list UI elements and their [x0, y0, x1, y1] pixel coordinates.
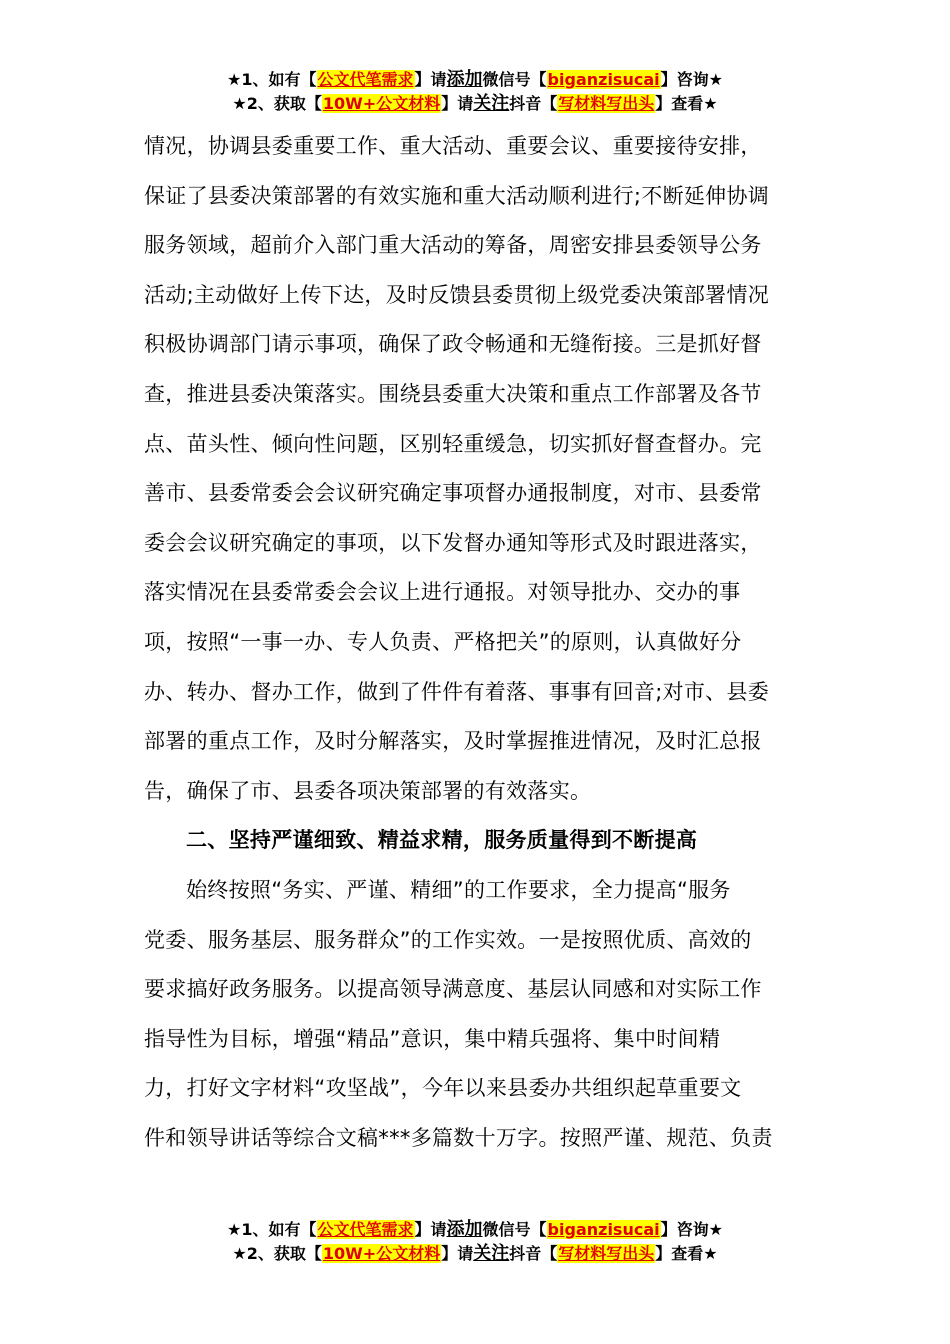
footer-banner [0, 1218, 950, 1266]
highlight-materials: 10W+公文材料 [322, 1244, 441, 1263]
banner-text: ★1、如有【 [227, 70, 317, 89]
banner-text: 】请 [414, 70, 447, 89]
body-line: 点、苗头性、倾向性问题，区别轻重缓急，切实抓好督查督办。完 [144, 431, 762, 456]
body-line: 项，按照“一事一办、专人负责、严格把关”的原则，认真做好分 [144, 629, 742, 654]
body-line: 善市、县委常委会会议研究确定事项督办通报制度，对市、县委常 [144, 481, 762, 506]
banner-text: 】咨询★ [660, 70, 723, 89]
banner-line-2 [0, 1242, 950, 1266]
body-line: 委会会议研究确定的事项，以下发督办通知等形式及时跟进落实， [144, 530, 762, 555]
banner-emphasis: 关注 [473, 93, 510, 114]
paragraph-line: 要求搞好政务服务。以提高领导满意度、基层认同感和对实际工作 [144, 977, 762, 1002]
banner-text: 微信号【 [482, 1220, 547, 1239]
header-banner [0, 68, 950, 116]
banner-line-1 [0, 1218, 950, 1242]
paragraph-line: 指导性为目标，增强“精品”意识，集中精兵强将、集中时间精 [144, 1026, 721, 1051]
highlight-wechat-id: biganzisucai [547, 70, 660, 89]
document-body [144, 122, 806, 1163]
banner-emphasis: 关注 [473, 1243, 510, 1264]
body-line: 查，推进县委决策落实。围绕县委重大决策和重点工作部署及各节 [144, 381, 762, 406]
banner-emphasis: 添加 [446, 69, 483, 90]
banner-emphasis: 添加 [446, 1219, 483, 1240]
highlight-materials: 10W+公文材料 [322, 94, 441, 113]
body-line: 告，确保了市、县委各项决策部署的有效落实。 [144, 778, 592, 803]
highlight-service: 公文代笔需求 [317, 1220, 414, 1239]
body-line: 落实情况在县委常委会会议上进行通报。对领导批办、交办的事 [144, 580, 741, 605]
banner-text: 微信号【 [482, 70, 547, 89]
banner-text: 抖音【 [509, 94, 558, 113]
banner-text: 】咨询★ [660, 1220, 723, 1239]
banner-text: ★2、获取【 [232, 1244, 322, 1263]
banner-text: 】请 [414, 1220, 447, 1239]
banner-line-2 [0, 92, 950, 116]
banner-text: 】请 [441, 94, 474, 113]
highlight-douyin-account: 写材料写出头 [558, 94, 655, 113]
body-line: 积极协调部门请示事项，确保了政令畅通和无缝衔接。三是抓好督 [144, 332, 762, 357]
body-line: 服务领域，超前介入部门重大活动的筹备，周密安排县委领导公务 [144, 233, 762, 258]
banner-text: 】查看★ [655, 1244, 718, 1263]
body-line: 办、转办、督办工作，做到了件件有着落、事事有回音;对市、县委 [144, 679, 770, 704]
paragraph-line: 始终按照“务实、严谨、精细”的工作要求，全力提高“服务 [186, 877, 731, 902]
highlight-douyin-account: 写材料写出头 [558, 1244, 655, 1263]
banner-text: ★2、获取【 [232, 94, 322, 113]
section-heading: 二、坚持严谨细致、精益求精，服务质量得到不断提高 [186, 828, 698, 853]
banner-text: 】请 [441, 1244, 474, 1263]
body-line: 活动;主动做好上传下达，及时反馈县委贯彻上级党委决策部署情况 [144, 282, 770, 307]
body-line: 部署的重点工作，及时分解落实，及时掌握推进情况，及时汇总报 [144, 729, 762, 754]
body-line: 保证了县委决策部署的有效实施和重大活动顺利进行;不断延伸协调 [144, 183, 770, 208]
highlight-wechat-id: biganzisucai [547, 1220, 660, 1239]
paragraph-line: 力，打好文字材料“攻坚战”，今年以来县委办共组织起草重要文 [144, 1076, 742, 1101]
paragraph-line: 件和领导讲话等综合文稿***多篇数十万字。按照严谨、规范、负责 [144, 1125, 773, 1150]
banner-text: 】查看★ [655, 94, 718, 113]
banner-line-1 [0, 68, 950, 92]
body-line: 情况，协调县委重要工作、重大活动、重要会议、重要接待安排， [144, 134, 762, 158]
highlight-service: 公文代笔需求 [317, 70, 414, 89]
banner-text: ★1、如有【 [227, 1220, 317, 1239]
banner-text: 抖音【 [509, 1244, 558, 1263]
paragraph-line: 党委、服务基层、服务群众”的工作实效。一是按照优质、高效的 [144, 927, 752, 952]
